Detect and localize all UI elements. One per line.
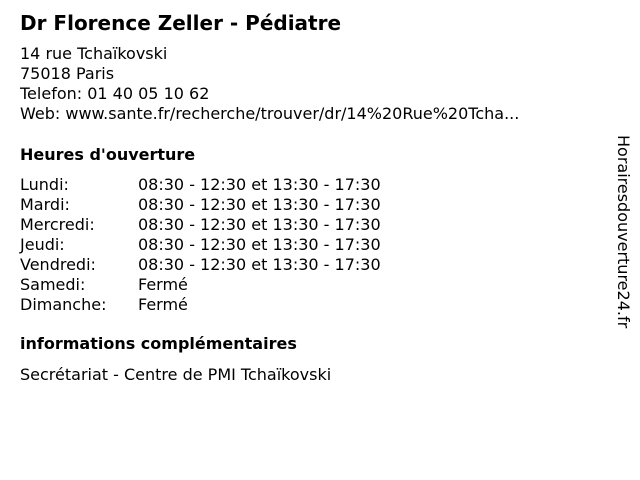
phone-number: Telefon: 01 40 05 10 62 (20, 84, 210, 103)
hours-row-tuesday (20, 195, 381, 215)
additional-info-heading: informations complémentaires (20, 334, 297, 353)
hours-row-sunday (20, 295, 381, 315)
opening-hours-table (20, 175, 381, 315)
hours-heading: Heures d'ouverture (20, 145, 196, 164)
day-hours: 08:30 - 12:30 et 13:30 - 17:30 (138, 175, 381, 194)
hours-row-saturday (20, 275, 381, 295)
day-label: Mardi: (20, 195, 70, 214)
hours-row-friday (20, 255, 381, 275)
day-label: Jeudi: (20, 235, 65, 254)
day-hours: Fermé (138, 295, 188, 314)
day-label: Mercredi: (20, 215, 95, 234)
site-watermark: Horairesdouverture24.fr (614, 135, 633, 329)
day-label: Lundi: (20, 175, 69, 194)
additional-info-text: Secrétariat - Centre de PMI Tchaïkovski (20, 365, 332, 384)
day-hours: 08:30 - 12:30 et 13:30 - 17:30 (138, 255, 381, 274)
city-address: 75018 Paris (20, 64, 115, 83)
day-hours: 08:30 - 12:30 et 13:30 - 17:30 (138, 235, 381, 254)
address-block (20, 44, 519, 124)
hours-row-wednesday (20, 215, 381, 235)
day-label: Dimanche: (20, 295, 107, 314)
day-hours: 08:30 - 12:30 et 13:30 - 17:30 (138, 215, 381, 234)
day-label: Samedi: (20, 275, 86, 294)
hours-row-monday (20, 175, 381, 195)
hours-row-thursday (20, 235, 381, 255)
day-label: Vendredi: (20, 255, 96, 274)
day-hours: Fermé (138, 275, 188, 294)
website-link[interactable]: Web: www.sante.fr/recherche/trouver/dr/14%20Rue%20Tcha... (20, 104, 520, 123)
street-address: 14 rue Tchaïkovski (20, 44, 168, 63)
page-title: Dr Florence Zeller - Pédiatre (20, 11, 342, 35)
day-hours: 08:30 - 12:30 et 13:30 - 17:30 (138, 195, 381, 214)
